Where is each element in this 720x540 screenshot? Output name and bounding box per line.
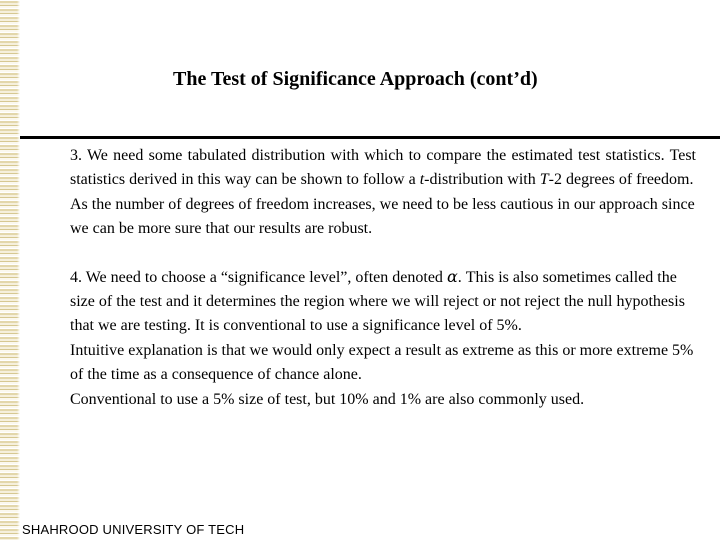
intuitive-explanation-paragraph: Intuitive explanation is that we would only expect a result as extreme as this or more extreme 5% of the time as a consequence of chance alone. xyxy=(70,342,694,383)
footer-institution: SHAHROOD UNIVERSITY OF TECH xyxy=(22,522,245,537)
point-4-text-b: . This is also sometimes called the size of the test and it determines the region where we will reject or not reject the null hypothesis that we are testing. It is conventional to use a significance level of 5%. xyxy=(70,269,685,334)
point-4-text-a: 4. We need to choose a “significance level”, often denoted xyxy=(70,269,447,286)
T-symbol: T xyxy=(539,171,549,188)
title-divider xyxy=(20,136,720,139)
t-symbol: t xyxy=(419,171,425,188)
alpha-symbol: α xyxy=(446,267,458,286)
point-3-text-a: 3. We need some tabulated distribution with which to compare the estimated test statistics. Test statistics derived in this way can be shown to follow a xyxy=(70,147,696,188)
point-3-text-c: -2 degrees of freedom. xyxy=(548,171,694,188)
point-3-text-b: -distribution with xyxy=(424,171,540,188)
point-4-paragraph xyxy=(70,265,696,338)
point-3-paragraph xyxy=(70,144,696,192)
slide-title: The Test of Significance Approach (cont’d) xyxy=(173,68,538,90)
decorative-side-stripe xyxy=(0,0,20,540)
slide-body xyxy=(70,144,696,413)
degrees-of-freedom-paragraph: As the number of degrees of freedom increases, we need to be less cautious in our approach since we can be more sure that our results are robust. xyxy=(70,196,695,237)
conventional-size-paragraph: Conventional to use a 5% size of test, but 10% and 1% are also commonly used. xyxy=(70,391,585,408)
